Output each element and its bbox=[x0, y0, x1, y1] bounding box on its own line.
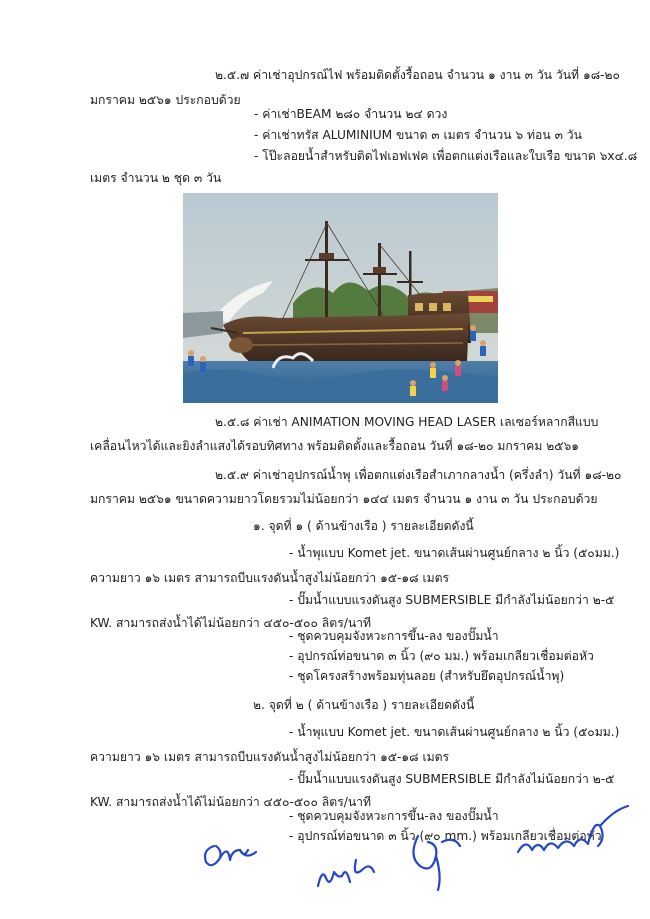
signature-3 bbox=[398, 826, 468, 896]
point-1-frame: - ชุดโครงสร้างพร้อมทุ่นลอย (สำหรับยึดอุปกรณ์น้ำพุ) bbox=[289, 669, 565, 683]
point-1-heading: ๑. จุดที่ ๑ ( ด้านข้างเรือ ) รายละเอียดดังนี้ bbox=[253, 519, 474, 533]
item-259-line1: ๒.๕.๙ ค่าเช่าอุปกรณ์น้ำพุ เพื่อตกแต่งเรือสำเภากลางน้ำ (ครึ่งลำ) วันที่ ๑๘-๒๐ bbox=[215, 468, 622, 482]
item-257-bullet-pontoon-cont: เมตร จำนวน ๒ ชุด ๓ วัน bbox=[90, 171, 222, 185]
ship-photo bbox=[183, 193, 498, 403]
signature-4 bbox=[514, 800, 634, 870]
point-1-controller: - ชุดควบคุมจังหวะการขึ้น-ลง ของปั๊มน้ำ bbox=[289, 629, 499, 643]
point-2-controller: - ชุดควบคุมจังหวะการขึ้น-ลง ของปั๊มน้ำ bbox=[289, 809, 499, 823]
point-2-pump: - ปั๊มน้ำแบบแรงดันสูง SUBMERSIBLE มีกำลังไม่น้อยกว่า ๒-๕ bbox=[289, 772, 615, 786]
point-1-pipe: - อุปกรณ์ท่อขนาด ๓ นิ้ว (๙๐ มม.) พร้อมเกลียวเชื่อมต่อหัว bbox=[289, 649, 594, 663]
point-2-heading: ๒. จุดที่ ๒ ( ด้านข้างเรือ ) รายละเอียดดังนี้ bbox=[253, 698, 475, 712]
point-2-fountain: - น้ำพุแบบ Komet jet. ขนาดเส้นผ่านศูนย์กลาง ๒ นิ้ว (๕๐มม.) bbox=[289, 725, 620, 739]
point-1-pump-cont: KW. สามารถส่งน้ำได้ไม่น้อยกว่า ๔๕๐-๕๐๐ ลิตร/นาที bbox=[90, 616, 372, 630]
item-259-line2: มกราคม ๒๕๖๑ ขนาดความยาวโดยรวมไม่น้อยกว่า ๑๔๔ เมตร จำนวน ๑ งาน ๓ วัน ประกอบด้วย bbox=[90, 492, 598, 506]
point-2-pump-cont: KW. สามารถส่งน้ำได้ไม่น้อยกว่า ๔๕๐-๕๐๐ ลิตร/นาที bbox=[90, 795, 372, 809]
point-2-fountain-cont: ความยาว ๑๖ เมตร สามารถบีบแรงดันน้ำสูงไม่น้อยกว่า ๑๕-๑๘ เมตร bbox=[90, 750, 450, 764]
signature-1 bbox=[200, 836, 260, 876]
point-2-pipe: - อุปกรณ์ท่อขนาด ๓ นิ้ว (๙๐ mm.) พร้อมเกลียวเชื่อมต่อหัว bbox=[289, 829, 602, 843]
item-257-bullet-beam: - ค่าเช่าBEAM ๒๘๐ จำนวน ๒๔ ดวง bbox=[254, 107, 448, 121]
item-257-bullet-truss: - ค่าเช่าทรัส ALUMINIUM ขนาด ๓ เมตร จำนวน ๖ ท่อน ๓ วัน bbox=[254, 128, 582, 142]
item-258-line1: ๒.๕.๘ ค่าเช่า ANIMATION MOVING HEAD LASER เลเซอร์หลากสีแบบ bbox=[215, 415, 599, 429]
point-1-pump: - ปั๊มน้ำแบบแรงดันสูง SUBMERSIBLE มีกำลังไม่น้อยกว่า ๒-๕ bbox=[289, 593, 615, 607]
point-1-fountain: - น้ำพุแบบ Komet jet. ขนาดเส้นผ่านศูนย์กลาง ๒ นิ้ว (๕๐มม.) bbox=[289, 546, 620, 560]
item-257-line1: ๒.๕.๗ ค่าเช่าอุปกรณ์ไฟ พร้อมติดตั้งรื้อถอน จำนวน ๑ งาน ๓ วัน วันที่ ๑๘-๒๐ bbox=[215, 68, 620, 82]
point-1-fountain-cont: ความยาว ๑๖ เมตร สามารถบีบแรงดันน้ำสูงไม่น้อยกว่า ๑๕-๑๘ เมตร bbox=[90, 571, 450, 585]
item-257-bullet-pontoon: - โป๊ะลอยน้ำสำหรับติดไฟเอฟเฟค เพื่อตกแต่งเรือและใบเรือ ขนาด ๖x๔.๘ bbox=[254, 149, 638, 163]
signature-2 bbox=[312, 848, 382, 898]
item-257-line2: มกราคม ๒๕๖๑ ประกอบด้วย bbox=[90, 93, 241, 107]
item-258-line2: เคลื่อนไหวได้และยิงลำแสงได้รอบทิศทาง พร้อมติดตั้งและรื้อถอน วันที่ ๑๘-๒๐ มกราคม ๒๕๖๑ bbox=[90, 439, 579, 453]
